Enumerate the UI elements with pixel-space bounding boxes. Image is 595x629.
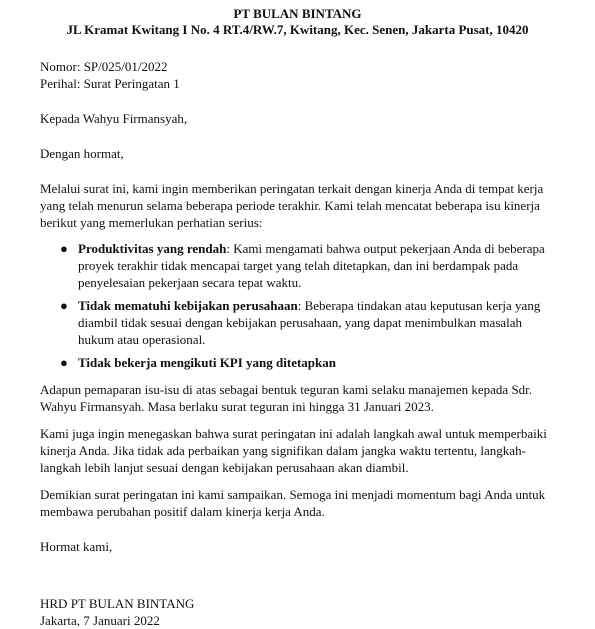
letter-subject: Perihal: Surat Peringatan 1 [40, 76, 180, 91]
recipient-line: Kepada Wahyu Firmansyah, [40, 111, 188, 126]
reprimand-paragraph: Adapun pemaparan isu-isu di atas sebagai bentuk teguran kami selaku manajemen kepada Sdr. Wahyu Firmansyah. Masa berlaku surat teguran ini hingga 31 Januari 2023. [40, 382, 533, 414]
bullet-icon: ● [60, 355, 68, 370]
issue-term: Tidak bekerja mengikuti KPI yang ditetapkan [78, 355, 337, 370]
issue-item [40, 354, 550, 371]
issue-term: Tidak mematuhi kebijakan perusahaan [78, 298, 298, 313]
greeting: Dengan hormat, [40, 146, 124, 161]
issue-item [40, 240, 550, 291]
company-name: PT BULAN BINTANG [233, 6, 362, 21]
consequence-paragraph: Kami juga ingin menegaskan bahwa surat peringatan ini adalah langkah awal untuk memperbaiki kinerja Anda. Jika tidak ada perbaikan yang signifikan dalam jangka waktu tertentu, langkah-langkah lebih lanjut sesuai dengan kebijakan perusahaan akan diambil. [40, 426, 547, 475]
letter-number: Nomor: SP/025/01/2022 [40, 59, 168, 74]
closing-salutation: Hormat kami, [40, 539, 113, 554]
signer-department: HRD PT BULAN BINTANG [40, 596, 195, 611]
warning-letter [40, 6, 550, 629]
letter-meta [40, 58, 550, 92]
letterhead [40, 6, 555, 38]
bullet-icon: ● [60, 298, 68, 313]
company-address: JL Kramat Kwitang I No. 4 RT.4/RW.7, Kwitang, Kec. Senen, Jakarta Pusat, 10420 [66, 22, 529, 37]
signature-block [40, 595, 550, 629]
bullet-icon: ● [60, 241, 68, 256]
issue-list [40, 240, 550, 371]
issue-term: Produktivitas yang rendah [78, 241, 227, 256]
signature-place-date: Jakarta, 7 Januari 2022 [40, 613, 160, 628]
issue-item [40, 297, 550, 348]
issue-description: : Beberapa tindakan atau keputusan kerja yang diambil tidak sesuai dengan kebijakan perusahaan, yang dapat menimbulkan masalah hukum atau operasional. [78, 298, 541, 347]
intro-paragraph: Melalui surat ini, kami ingin memberikan peringatan terkait dengan kinerja Anda di tempat kerja yang telah menurun selama beberapa periode terakhir. Kami telah mencatat beberapa isu kinerja berikut yang memerlukan perhatian serius: [40, 181, 544, 230]
issue-description: : Kami mengamati bahwa output pekerjaan Anda di beberapa proyek terakhir tidak mencapai target yang telah ditetapkan, dan ini berdampak pada penyelesaian pekerjaan secara tepat waktu. [78, 241, 545, 290]
closing-paragraph: Demikian surat peringatan ini kami sampaikan. Semoga ini menjadi momentum bagi Anda untuk membawa perubahan positif dalam kinerja kerja Anda. [40, 487, 546, 519]
